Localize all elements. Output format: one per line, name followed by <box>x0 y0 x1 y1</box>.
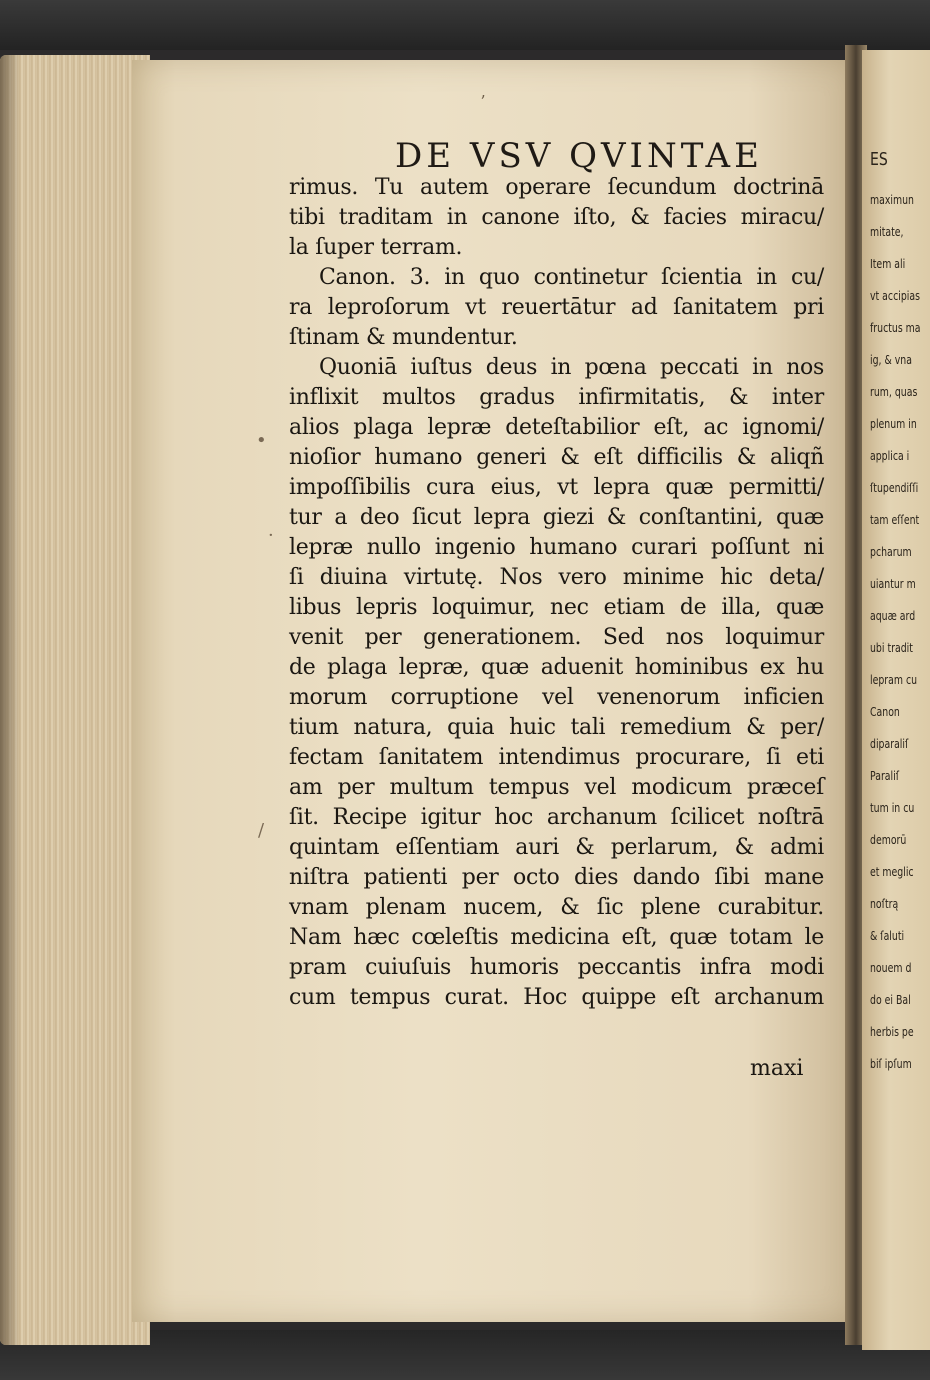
text-line: nioſior humano generi & eſt difficilis & aliqñ <box>289 445 824 470</box>
facing-page-fragment: ubi tradit <box>870 641 913 655</box>
facing-page-fragment: vt accipias <box>870 289 920 303</box>
margin-mark: • <box>256 430 267 451</box>
text-line: Quoniā iuſtus deus in pœna peccati in nos <box>319 355 824 380</box>
text-line: la ſuper terram. <box>289 235 463 260</box>
text-line: quintam eſſentiam auri & perlarum, & admi <box>289 835 824 860</box>
facing-page-fragment: herbis pe <box>870 1025 914 1039</box>
text-line: rimus. Tu autem operare ſecundum doctrinā <box>289 175 824 200</box>
text-line: tium natura, quia huic tali remedium & per/ <box>289 715 824 740</box>
text-line: alios plaga lepræ deteſtabilior eſt, ac ignomi/ <box>289 415 824 440</box>
facing-page-fragment: Item ali <box>870 257 906 271</box>
facing-page-fragment: tum in cu <box>870 801 915 815</box>
text-line: inflixit multos gradus infirmitatis, & inter <box>289 385 824 410</box>
facing-page-fragment: fructus ma <box>870 321 921 335</box>
text-line: fectam ſanitatem intendimus procurare, ſi eti <box>289 745 824 770</box>
facing-page-fragment: Canon <box>870 705 900 719</box>
text-line: vnam plenam nucem, & ſic plene curabitur. <box>289 895 824 920</box>
facing-page-fragment: aquæ ard <box>870 609 916 623</box>
page-body <box>289 173 824 1013</box>
margin-mark: / <box>258 820 265 841</box>
text-line: tur a deo ſicut lepra giezi & conſtantini, quæ <box>289 505 824 530</box>
facing-page-fragment: noſtrą <box>870 897 899 911</box>
text-line: pram cuiuſuis humoris peccantis infra modi <box>289 955 824 980</box>
text-line: niſtra patienti per octo dies dando ſibi mane <box>289 865 824 890</box>
facing-page-fragment: plenum in <box>870 417 917 431</box>
facing-page-fragment: uiantur m <box>870 577 916 591</box>
book-page-edges <box>0 55 150 1345</box>
facing-page-fragment: & ſaluti <box>870 929 905 943</box>
book-edge-shadow <box>0 55 20 1345</box>
text-line: de plaga lepræ, quæ aduenit hominibus ex hu <box>289 655 824 680</box>
text-line: morum corruptione vel venenorum inficien <box>289 685 824 710</box>
text-line: impoſſibilis cura eius, vt lepra quæ permitti/ <box>289 475 824 500</box>
catchword: maxi <box>750 1056 804 1081</box>
facing-page-fragment: diparaliſ <box>870 737 909 751</box>
facing-page-fragment: et meglic <box>870 865 914 879</box>
page-mark: ʼ <box>480 92 486 111</box>
text-line: lepræ nullo ingenio humano curari poſſunt ni <box>289 535 824 560</box>
facing-page-fragment: pcharum <box>870 545 912 559</box>
facing-page-fragment: ig, & vna <box>870 353 912 367</box>
facing-page-fragment: Paraliſ <box>870 769 900 783</box>
facing-page-fragment: biſ ipſum <box>870 1057 912 1071</box>
text-line: ſi diuina virtutę. Nos vero minime hic deta/ <box>289 565 824 590</box>
facing-page-fragment: nouem d <box>870 961 912 975</box>
facing-page-fragment: do ei Bal <box>870 993 911 1007</box>
facing-page-fragment: ES <box>870 149 888 170</box>
canon-heading: Canon. 3. in quo continetur ſcientia in cu/ <box>319 265 824 290</box>
running-title: DE VSV QVINTAE <box>395 136 763 176</box>
text-line: am per multum tempus vel modicum præceſ <box>289 775 824 800</box>
background-top <box>0 0 930 50</box>
text-line: ſtinam & mundentur. <box>289 325 518 350</box>
text-line: Nam hæc cœleſtis medicina eſt, quæ totam le <box>289 925 824 950</box>
facing-page-fragment: maximun <box>870 193 914 207</box>
margin-mark: · <box>268 525 274 546</box>
text-line: ſit. Recipe igitur hoc archanum ſcilicet noſtrā <box>289 805 824 830</box>
text-line: libus lepris loquimur, nec etiam de illa, quæ <box>289 595 824 620</box>
facing-page-fragment: demorū <box>870 833 907 847</box>
facing-page <box>862 50 930 1350</box>
facing-page-fragment: rum, quas <box>870 385 918 399</box>
text-line: tibi traditam in canone iſto, & facies miracu/ <box>289 205 824 230</box>
facing-page-fragment: tam eſſent <box>870 513 920 527</box>
facing-page-fragment: applica i <box>870 449 910 463</box>
text-line: cum tempus curat. Hoc quippe eſt archanum <box>289 985 824 1010</box>
text-line: ra leproſorum vt reuertātur ad ſanitatem pri <box>289 295 824 320</box>
text-line: venit per generationem. Sed nos loquimur <box>289 625 824 650</box>
facing-page-fragment: ſtupendiſſi <box>870 481 919 495</box>
facing-page-fragment: mitate, <box>870 225 904 239</box>
facing-page-fragment: lepram cu <box>870 673 918 687</box>
